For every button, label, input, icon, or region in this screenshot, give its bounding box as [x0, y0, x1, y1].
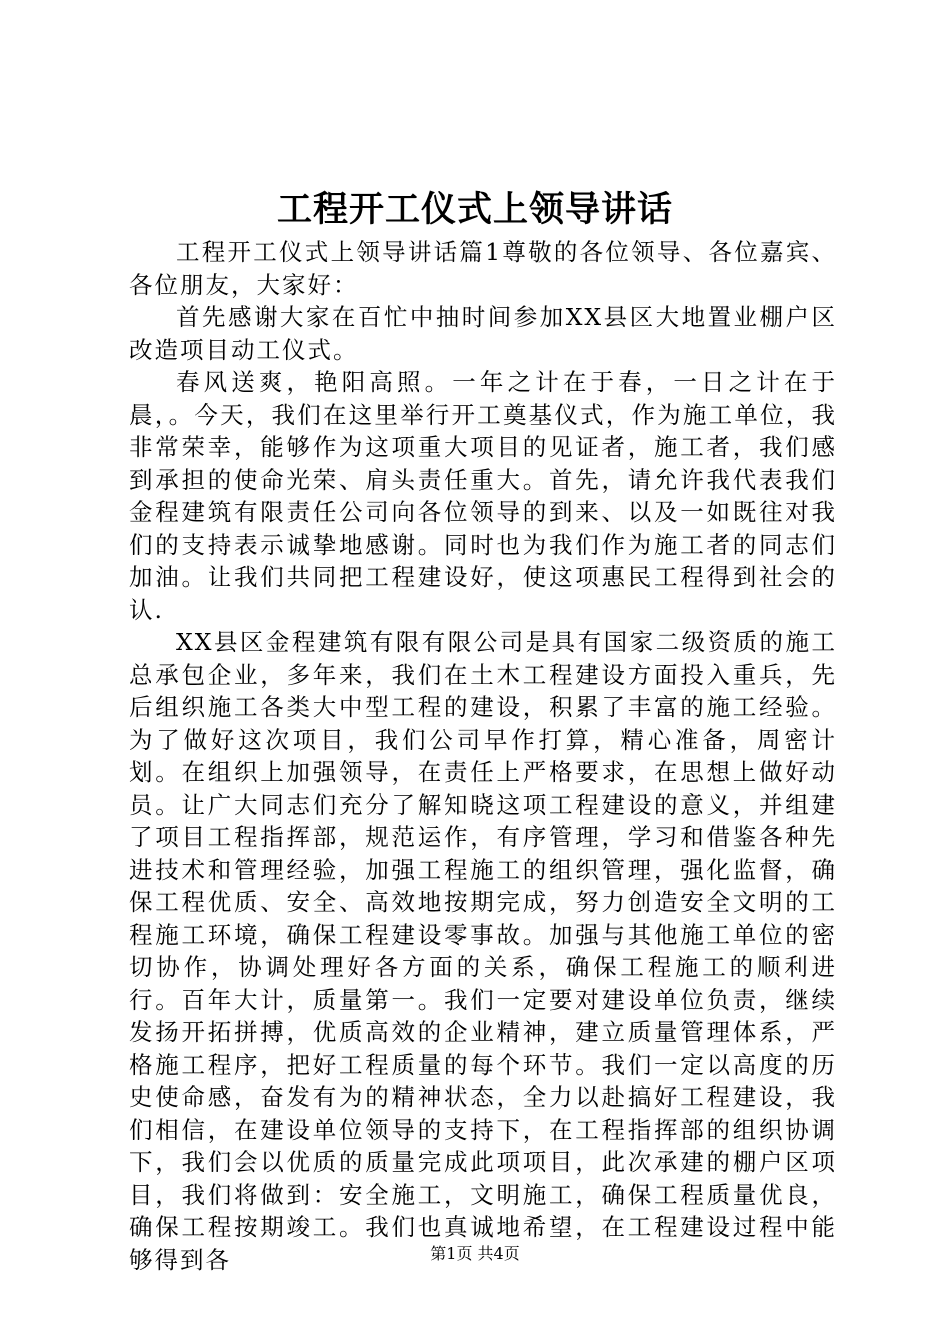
paragraph-thanks: 首先感谢大家在百忙中抽时间参加XX县区大地置业棚户区改造项目动工仪式。: [129, 303, 837, 364]
paragraph-greeting: 工程开工仪式上领导讲话篇1尊敬的各位领导、各位嘉宾、各位朋友，大家好：: [129, 238, 837, 299]
document-title: 工程开工仪式上领导讲话: [276, 189, 673, 230]
paragraph-company: XX县区金程建筑有限有限公司是具有国家二级资质的施工总承包企业，多年来，我们在土木工程建设方面投入重兵，先后组织施工各类大中型工程的建设，积累了丰富的施工经验。为了做好这次项目，我们公司早作打算，精心准备，周密计划。在组织上加强领导，在责任上严格要求，在思想上做好动员。让广大同志们充分了解知晓这项工程建设的意义，并组建了项目工程指挥部，规范运作，有序管理，学习和借鉴各种先进技术和管理经验，加强工程施工的组织管理，强化监督，确保工程优质、安全、高效地按期完成，努力创造安全文明的工程施工环境，确保工程建设零事故。加强与其他施工单位的密切协作，协调处理好各方面的关系，确保工程施工的顺利进行。百年大计，质量第一。我们一定要对建设单位负责，继续发扬开拓拼搏，优质高效的企业精神，建立质量管理体系，严格施工程序，把好工程质量的每个环节。我们一定以高度的历史使命感，奋发有为的精神状态，全力以赴搞好工程建设，我们相信，在建设单位领导的支持下，在工程指挥部的组织协调下，我们会以优质的质量完成此项项目，此次承建的棚户区项目，我们将做到：安全施工，文明施工，确保工程质量优良，确保工程按期竣工。我们也真诚地希望，在工程建设过程中能够得到各: [129, 628, 837, 1274]
paragraph-spring: 春风送爽，艳阳高照。一年之计在于春，一日之计在于晨，。今天，我们在这里举行开工奠基仪式，作为施工单位，我非常荣幸，能够作为这项重大项目的见证者，施工者，我们感到承担的使命光荣、肩头责任重大。首先，请允许我代表我们金程建筑有限责任公司向各位领导的到来、以及一如既往对我们的支持表示诚挚地感谢。同时也为我们作为施工者的同志们加油。让我们共同把工程建设好，使这项惠民工程得到社会的认.: [129, 368, 837, 624]
document-body: [129, 236, 837, 1276]
page-number-footer: 第1页 共4页: [430, 1244, 520, 1263]
